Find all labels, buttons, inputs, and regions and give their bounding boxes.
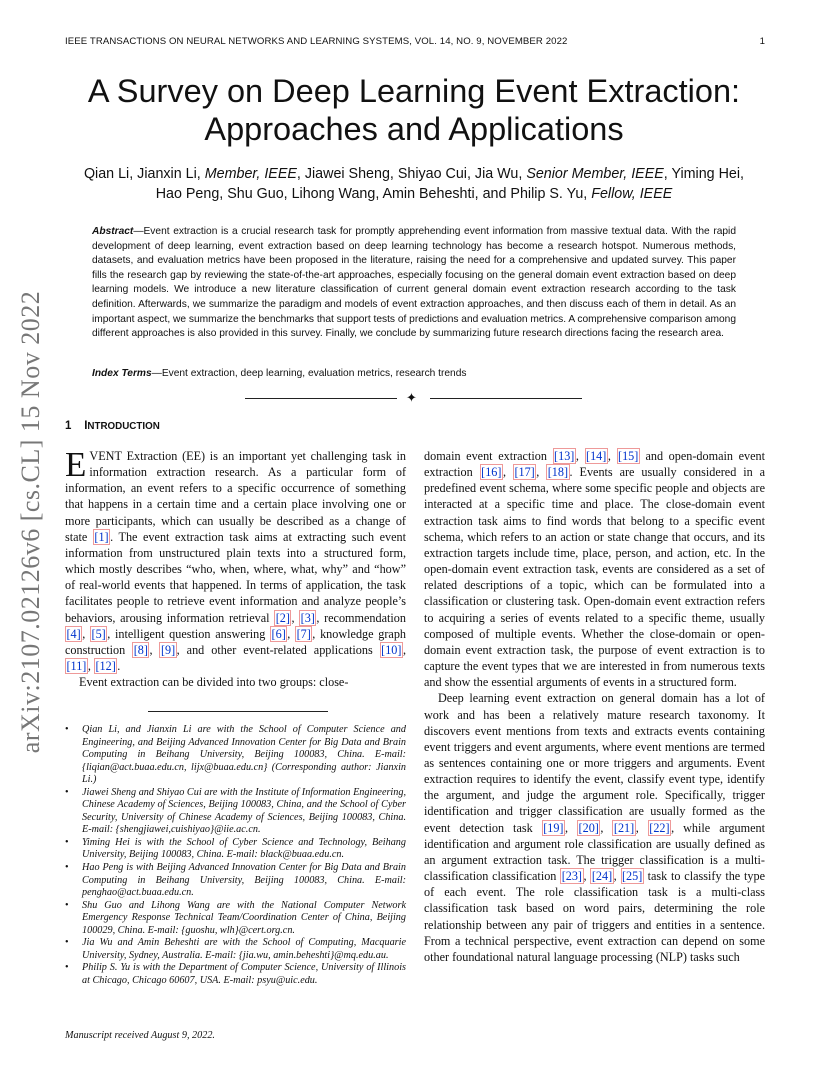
separator-diamond-icon: ✦ xyxy=(406,390,417,405)
author-list xyxy=(60,164,768,204)
text-run: , xyxy=(287,626,296,641)
text-run: and open-domain event extraction xyxy=(424,449,765,480)
text-run: , xyxy=(536,465,547,480)
manuscript-note: Manuscript received August 9, 2022. xyxy=(65,1030,215,1041)
footnote-rule xyxy=(148,711,328,712)
citation-link[interactable]: [12] xyxy=(95,659,116,674)
section-number: 1 xyxy=(65,420,72,432)
citation-link[interactable]: [20] xyxy=(578,820,599,835)
text-run: , recommendation xyxy=(316,610,406,625)
abstract-text: —Event extraction is a crucial research task for promptly apprehending event information from massive textual data. With the rapid development of deep learning, event extraction based on deep learning technology has become a research hotspot. Numerous methods, datasets, and evaluation metrics have been proposed in the literature, raising the need for a comprehensive and updated survey. This paper fills the research gap by reviewing the state-of-the-art approaches, especially focusing on the general domain event extraction based on deep learning models. We introduce a new literature classification of current general domain event extraction research according to the task definition. Afterwards, we summarize the paradigm and models of event extraction approaches, and then discuss each of them in detail. As an important aspect, we summarize the benchmarks that support tests of predictions and evaluation metrics. A comprehensive comparison among different approaches is also provided in this survey. Finally, we conclude by summarizing future research directions facing the research area. xyxy=(92,226,736,340)
running-head: IEEE TRANSACTIONS ON NEURAL NETWORKS AND LEARNING SYSTEMS, VOL. 14, NO. 9, NOVEMBER 2022 xyxy=(65,36,568,47)
citation-link[interactable]: [13] xyxy=(554,449,575,463)
citation-link[interactable]: [16] xyxy=(481,465,502,480)
index-terms-text: —Event extraction, deep learning, evaluation metrics, research trends xyxy=(151,368,467,379)
citation-link[interactable]: [24] xyxy=(591,869,613,884)
paragraph xyxy=(424,448,765,690)
section-heading-introduction xyxy=(65,420,160,432)
text-run: , knowledge graph construction xyxy=(65,626,407,657)
text-run: , intelligent question answering xyxy=(107,626,271,641)
citation-link[interactable]: [19] xyxy=(543,820,564,835)
arxiv-stamp xyxy=(14,286,48,758)
author-role: Senior Member, IEEE xyxy=(526,166,664,182)
authors-part: , Yiming Hei, xyxy=(663,166,745,182)
footnote-item: • Jiawei Sheng and Shiyao Cui are with the Institute of Information Engineering, Chinese Academy of Sciences, Beijing 100083, China, and the School of Cyber Security, University of Chinese Academy of Sciences, Beijing 100083, China. E-mail: {shengjiawei,cuishiyao}@iie.ac.cn. xyxy=(65,787,406,837)
abstract xyxy=(92,225,736,342)
text-run: , xyxy=(613,869,621,884)
text-run: , xyxy=(583,869,591,884)
footnote-item: • Philip S. Yu is with the Department of Computer Science, University of Illinois at Chicago, Chicago 60607, USA. E-mail: psyu@uic.edu. xyxy=(65,962,406,987)
citation-link[interactable]: [15] xyxy=(618,449,639,463)
title-line-2: Approaches and Applications xyxy=(204,111,624,147)
abstract-label: Abstract xyxy=(92,226,134,237)
page-number: 1 xyxy=(759,36,765,47)
citation-link[interactable]: [25] xyxy=(622,869,643,884)
citation-link[interactable]: [22] xyxy=(649,820,670,835)
text-run: , xyxy=(402,642,407,657)
separator-rule-right xyxy=(430,398,582,399)
text-run: , xyxy=(565,820,578,835)
authors-part: Qian Li, Jianxin Li, xyxy=(83,166,205,182)
citation-link[interactable]: [14] xyxy=(586,449,607,463)
text-run: , xyxy=(607,449,617,463)
citation-link[interactable]: [21] xyxy=(613,820,635,835)
citation-link[interactable]: [18] xyxy=(547,465,569,480)
footnote-item: • Hao Peng is with Beijing Advanced Innovation Center for Big Data and Brain Computing in Beihang University, Beijing 100083, China. E-mail: penghao@act.buaa.edu.cn. xyxy=(65,862,406,900)
text-run: , xyxy=(82,626,91,641)
text-run: . The event extraction task aims at extracting such event information from unstructured plain texts into a structured form, which mostly describes “who, when, where, what, why” and “how” of real-world events that happened. In terms of application, the task facilitates people to retrieve event information and analyze people’s behaviors, arousing information retrieval xyxy=(65,529,406,625)
drop-cap: E xyxy=(65,445,87,484)
footnotes xyxy=(65,724,406,987)
citation-link[interactable]: [11] xyxy=(66,659,87,674)
text-run: . xyxy=(117,659,121,674)
citation-link[interactable]: [1] xyxy=(94,529,109,544)
text-run: , xyxy=(600,820,613,835)
author-role: Member, IEEE xyxy=(204,166,297,182)
paragraph: Event extraction can be divided into two groups: close- xyxy=(79,675,349,690)
footnote-item: • Qian Li, and Jianxin Li are with the School of Computer Science and Engineering, and Beijing Advanced Innovation Center for Big Data and Brain Computing in Beihang University, Beijing 100083, China. E-mail: {liqian@act.buaa.edu.cn, lijx@buaa.edu.cn} (Corresponding author: Jianxin Li.) xyxy=(65,724,406,787)
separator-rule-left xyxy=(245,398,397,399)
index-terms-label: Index Terms xyxy=(92,368,152,379)
footnote-item: • Yiming Hei is with the School of Cyber Science and Technology, Beihang University, Beijing 100083, China. E-mail: black@buaa.edu.cn. xyxy=(65,837,406,862)
text-run: , xyxy=(87,659,94,674)
authors-part: , Jiawei Sheng, Shiyao Cui, Jia Wu, xyxy=(296,166,527,182)
author-line-1 xyxy=(60,164,768,184)
arxiv-stamp-text: arXiv:2107.02126v6 [cs.CL] 15 Nov 2022 xyxy=(16,290,45,754)
text-run: domain event extraction xyxy=(424,449,553,463)
citation-link[interactable]: [7] xyxy=(296,626,311,641)
text-run: , xyxy=(149,642,160,657)
citation-link[interactable]: [5] xyxy=(91,626,106,641)
title-line-1: A Survey on Deep Learning Event Extraction: xyxy=(87,73,741,109)
index-terms xyxy=(92,367,736,381)
citation-link[interactable]: [4] xyxy=(66,626,81,641)
text-run: . Events are usually considered in a predefined event schema, where some specific people and objects are interacted at a specific time and place. The close-domain event extraction task aims to find words that belong to a specific event schema, which refers to an action or state change that occurs, and its extraction targets include time, place, person, and action, etc. In the open-domain event extraction task, events are considered as a set of related descriptions of a topic, which can be formulated into a classification or clustering task. Open-domain event extraction refers to acquiring a series of events related to a specific theme, usually composed of multiple events. Whether the close-domain or open-domain event extraction task, the purpose of event extraction is to capture the event types that we are interested in from numerous texts and show the essential arguments of events in a structured form. xyxy=(424,465,766,690)
citation-link[interactable]: [6] xyxy=(271,626,286,641)
text-run: , xyxy=(635,820,648,835)
text-run: Extraction (EE) is an important yet challenging task in information extraction research. As a particular form of information, an event refers to a specific occurrence of something that happens in a certain time and a certain place involving one or more participants, which can usually be described as a change of state xyxy=(65,449,406,544)
text-run: , xyxy=(291,610,300,625)
body-column-right xyxy=(424,448,765,965)
author-line-2 xyxy=(60,184,768,204)
text-run: , while argument identification and argument role classification are usually defined as an argument extraction task. The trigger classification is a multi-classification classification xyxy=(424,820,765,884)
citation-link[interactable]: [8] xyxy=(133,642,148,657)
paragraph xyxy=(65,445,407,674)
citation-link[interactable]: [10] xyxy=(381,642,402,657)
citation-link[interactable]: [3] xyxy=(300,610,315,625)
section-title-initial: I xyxy=(84,420,88,432)
text-run: , xyxy=(502,465,513,480)
citation-link[interactable]: [2] xyxy=(275,610,290,625)
section-title-rest: NTRODUCTION xyxy=(87,421,160,432)
text-run: Deep learning event extraction on general domain has a lot of work and has been a relatively mature research taxonomy. It discovers event mentions from texts and extracts events containing event triggers and event arguments, where event mentions are termed as sentences containing one or more triggers and arguments. Event extraction requires to identify the event, classify event type, identify the argument, and judge the argument role. Specifically, trigger identification and trigger classification are usually formed as the event detection task xyxy=(424,691,765,835)
text-run: task to classify the type of each event. The role classification task is a multi-class classification task based on word pairs, determining the role relationship between any pair of triggers and entities in a sentence. From a technical perspective, event extraction can depend on some other foundational natural language processing (NLP) tasks such xyxy=(424,869,765,964)
footnote-item: • Shu Guo and Lihong Wang are with the National Computer Network Emergency Response Technical Team/Coordination Center of China, Beijing 100029, China. E-mail: {guoshu, wlh}@cert.org.cn. xyxy=(65,900,406,938)
citation-link[interactable]: [9] xyxy=(160,642,176,657)
paragraph xyxy=(424,690,765,965)
citation-link[interactable]: [23] xyxy=(561,869,582,884)
citation-link[interactable]: [17] xyxy=(514,465,535,480)
footnote-item: • Jia Wu and Amin Beheshti are with the School of Computing, Macquarie University, Sydney, Australia. E-mail: {jia.wu, amin.beheshti}@mq.edu.au. xyxy=(65,937,406,962)
first-word: VENT xyxy=(89,449,122,463)
text-run: , and other event-related applications xyxy=(176,642,380,657)
body-column-left xyxy=(65,445,407,690)
paper-title xyxy=(60,72,768,148)
author-role: Fellow, IEEE xyxy=(591,186,673,202)
authors-part: Hao Peng, Shu Guo, Lihong Wang, Amin Beheshti, and Philip S. Yu, xyxy=(155,186,592,202)
text-run: , xyxy=(575,449,585,463)
